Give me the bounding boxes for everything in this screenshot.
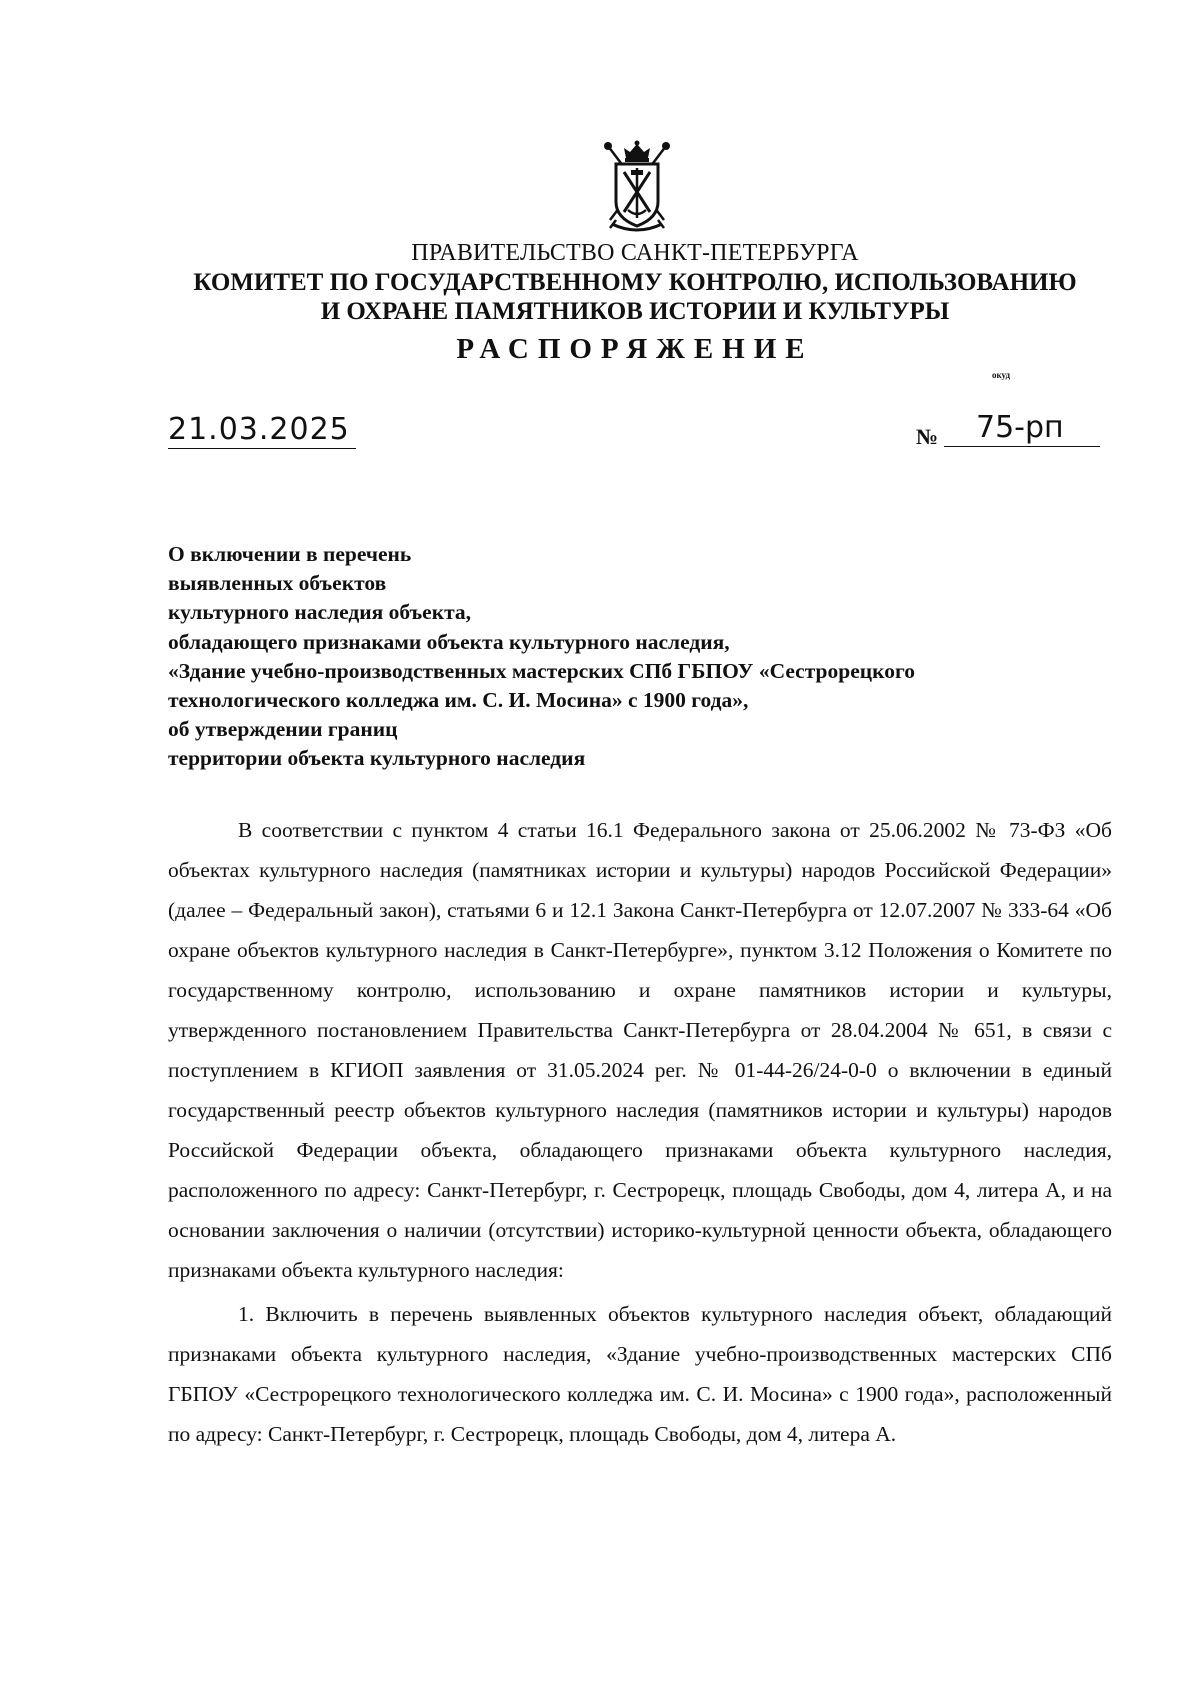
saint-petersburg-coat-of-arms-icon [598, 140, 676, 236]
subject-line: культурного наследия объекта, [168, 600, 472, 625]
subject-line: выявленных объектов [168, 571, 387, 596]
preamble-paragraph: В соответствии с пунктом 4 статьи 16.1 Федерального закона от 25.06.2002 № 73-ФЗ «Об объектах культурного наследия (памятниках истории и культуры) народов Российской Федерации» (далее – Федеральный закон), статьями 6 и 12.1 Закона Санкт-Петербурга от 12.07.2007 № 333-64 «Об охране объектов культурного наследия в Санкт-Петербурге», пунктом 3.12 Положения о Комитете по государственному контролю, использованию и охране памятников истории и культуры, утвержденного постановлением Правительства Санкт-Петербурга от 28.04.2004 № 651, в связи с поступлением в КГИОП заявления от 31.05.2024 рег. № 01-44-26/24-0-0 о включении в единый государственный реестр объектов культурного наследия (памятников истории и культуры) народов Российской Федерации объекта, обладающего признаками объекта культурного наследия, расположенного по адресу: Санкт-Петербург, г. Сестрорецк, площадь Свободы, дом 4, литера А, и на основании заключения о наличии (отсутствии) историко-культурной ценности объекта, обладающего признаками объекта культурного наследия: [168, 818, 1112, 1282]
document-date: 21.03.2025 [168, 412, 356, 449]
document-number: 75-рп [944, 410, 1100, 447]
item-1-paragraph: 1. Включить в перечень выявленных объектов культурного наследия объект, обладающий признаками объекта культурного наследия, «Здание учебно-производственных мастерских СПб ГБПОУ «Сестрорецкого технологического колледжа им. С. И. Мосина» с 1900 года», расположенный по адресу: Санкт-Петербург, г. Сестрорецк, площадь Свободы, дом 4, литера А. [168, 1302, 1112, 1446]
okud-mark: окуд [992, 370, 1011, 380]
committee-title-line2: И ОХРАНЕ ПАМЯТНИКОВ ИСТОРИИ И КУЛЬТУРЫ [320, 298, 950, 325]
committee-title-line1: КОМИТЕТ ПО ГОСУДАРСТВЕННОМУ КОНТРОЛЮ, ИСПОЛЬЗОВАНИЮ [193, 269, 1077, 296]
document-subject [168, 540, 1128, 774]
subject-line: территории объекта культурного наследия [168, 746, 586, 771]
subject-line: О включении в перечень [168, 542, 412, 566]
government-title: ПРАВИТЕЛЬСТВО САНКТ-ПЕТЕРБУРГА [411, 240, 859, 266]
subject-line: технологического колледжа им. С. И. Мосина» с 1900 года», [168, 688, 749, 713]
subject-line: об утверждении границ [168, 717, 398, 742]
subject-line: «Здание учебно-производственных мастерских СПб ГБПОУ «Сестрорецкого [168, 658, 915, 683]
number-label: № [916, 424, 939, 449]
document-body [168, 810, 1112, 1454]
subject-line: обладающего признаками объекта культурного наследия, [168, 629, 730, 654]
document-type: РАСПОРЯЖЕНИЕ [456, 333, 814, 365]
